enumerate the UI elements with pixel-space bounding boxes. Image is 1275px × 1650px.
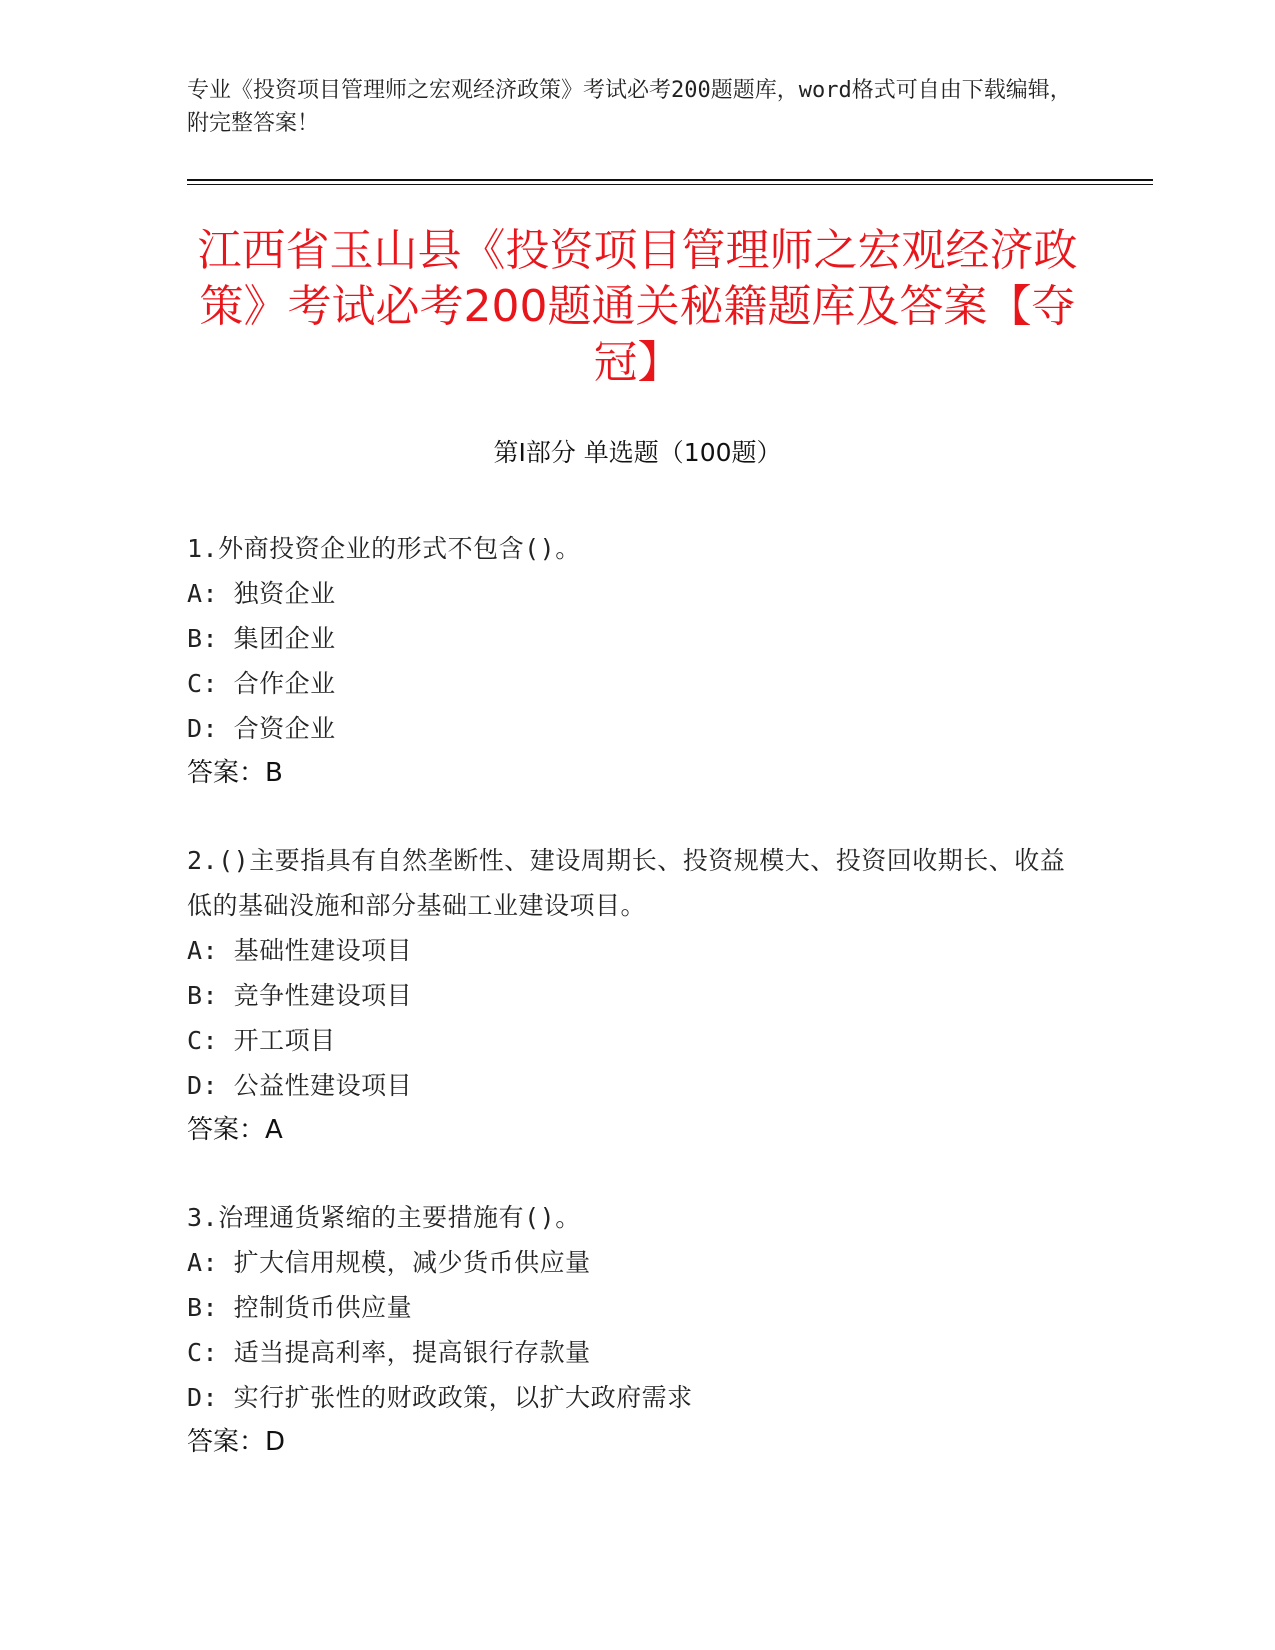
option-a: A: 基础性建设项目 (187, 936, 413, 965)
answer: 答案：D (187, 1427, 286, 1457)
section-title: 第I部分 单选题（100题） (493, 438, 782, 467)
option-b: B: 竞争性建设项目 (187, 981, 413, 1010)
question-3 (187, 1195, 1067, 1465)
answer: 答案：A (187, 1115, 283, 1145)
option-b: B: 集团企业 (187, 624, 336, 653)
header-note: 专业《投资项目管理师之宏观经济政策》考试必考200题题库，word格式可自由下载编辑，附完整答案！ (187, 78, 1072, 136)
question-list (187, 526, 1067, 1507)
question-stem: 1.外商投资企业的形式不包含()。 (187, 534, 581, 563)
option-c: C: 适当提高利率，提高银行存款量 (187, 1338, 591, 1367)
question-1 (187, 526, 1067, 796)
header-rule-thin (187, 184, 1153, 185)
question-stem: 2.()主要指具有自然垄断性、建设周期长、投资规模大、投资回收期长、收益低的基础没施和部分基础工业建设项目。 (187, 846, 1066, 920)
question-2 (187, 838, 1067, 1153)
option-c: C: 合作企业 (187, 669, 336, 698)
option-d: D: 公益性建设项目 (187, 1071, 413, 1100)
option-b: B: 控制货币供应量 (187, 1293, 413, 1322)
option-d: D: 实行扩张性的财政政策，以扩大政府需求 (187, 1383, 693, 1412)
document-title: 江西省玉山县《投资项目管理师之宏观经济政策》考试必考200题通关秘籍题库及答案【夺冠】 (197, 225, 1078, 388)
option-d: D: 合资企业 (187, 714, 336, 743)
question-stem: 3.治理通货紧缩的主要措施有()。 (187, 1203, 581, 1232)
option-c: C: 开工项目 (187, 1026, 336, 1055)
answer: 答案：B (187, 758, 283, 788)
option-a: A: 扩大信用规模，减少货币供应量 (187, 1248, 591, 1277)
header-rule-thick (187, 179, 1153, 181)
option-a: A: 独资企业 (187, 579, 336, 608)
